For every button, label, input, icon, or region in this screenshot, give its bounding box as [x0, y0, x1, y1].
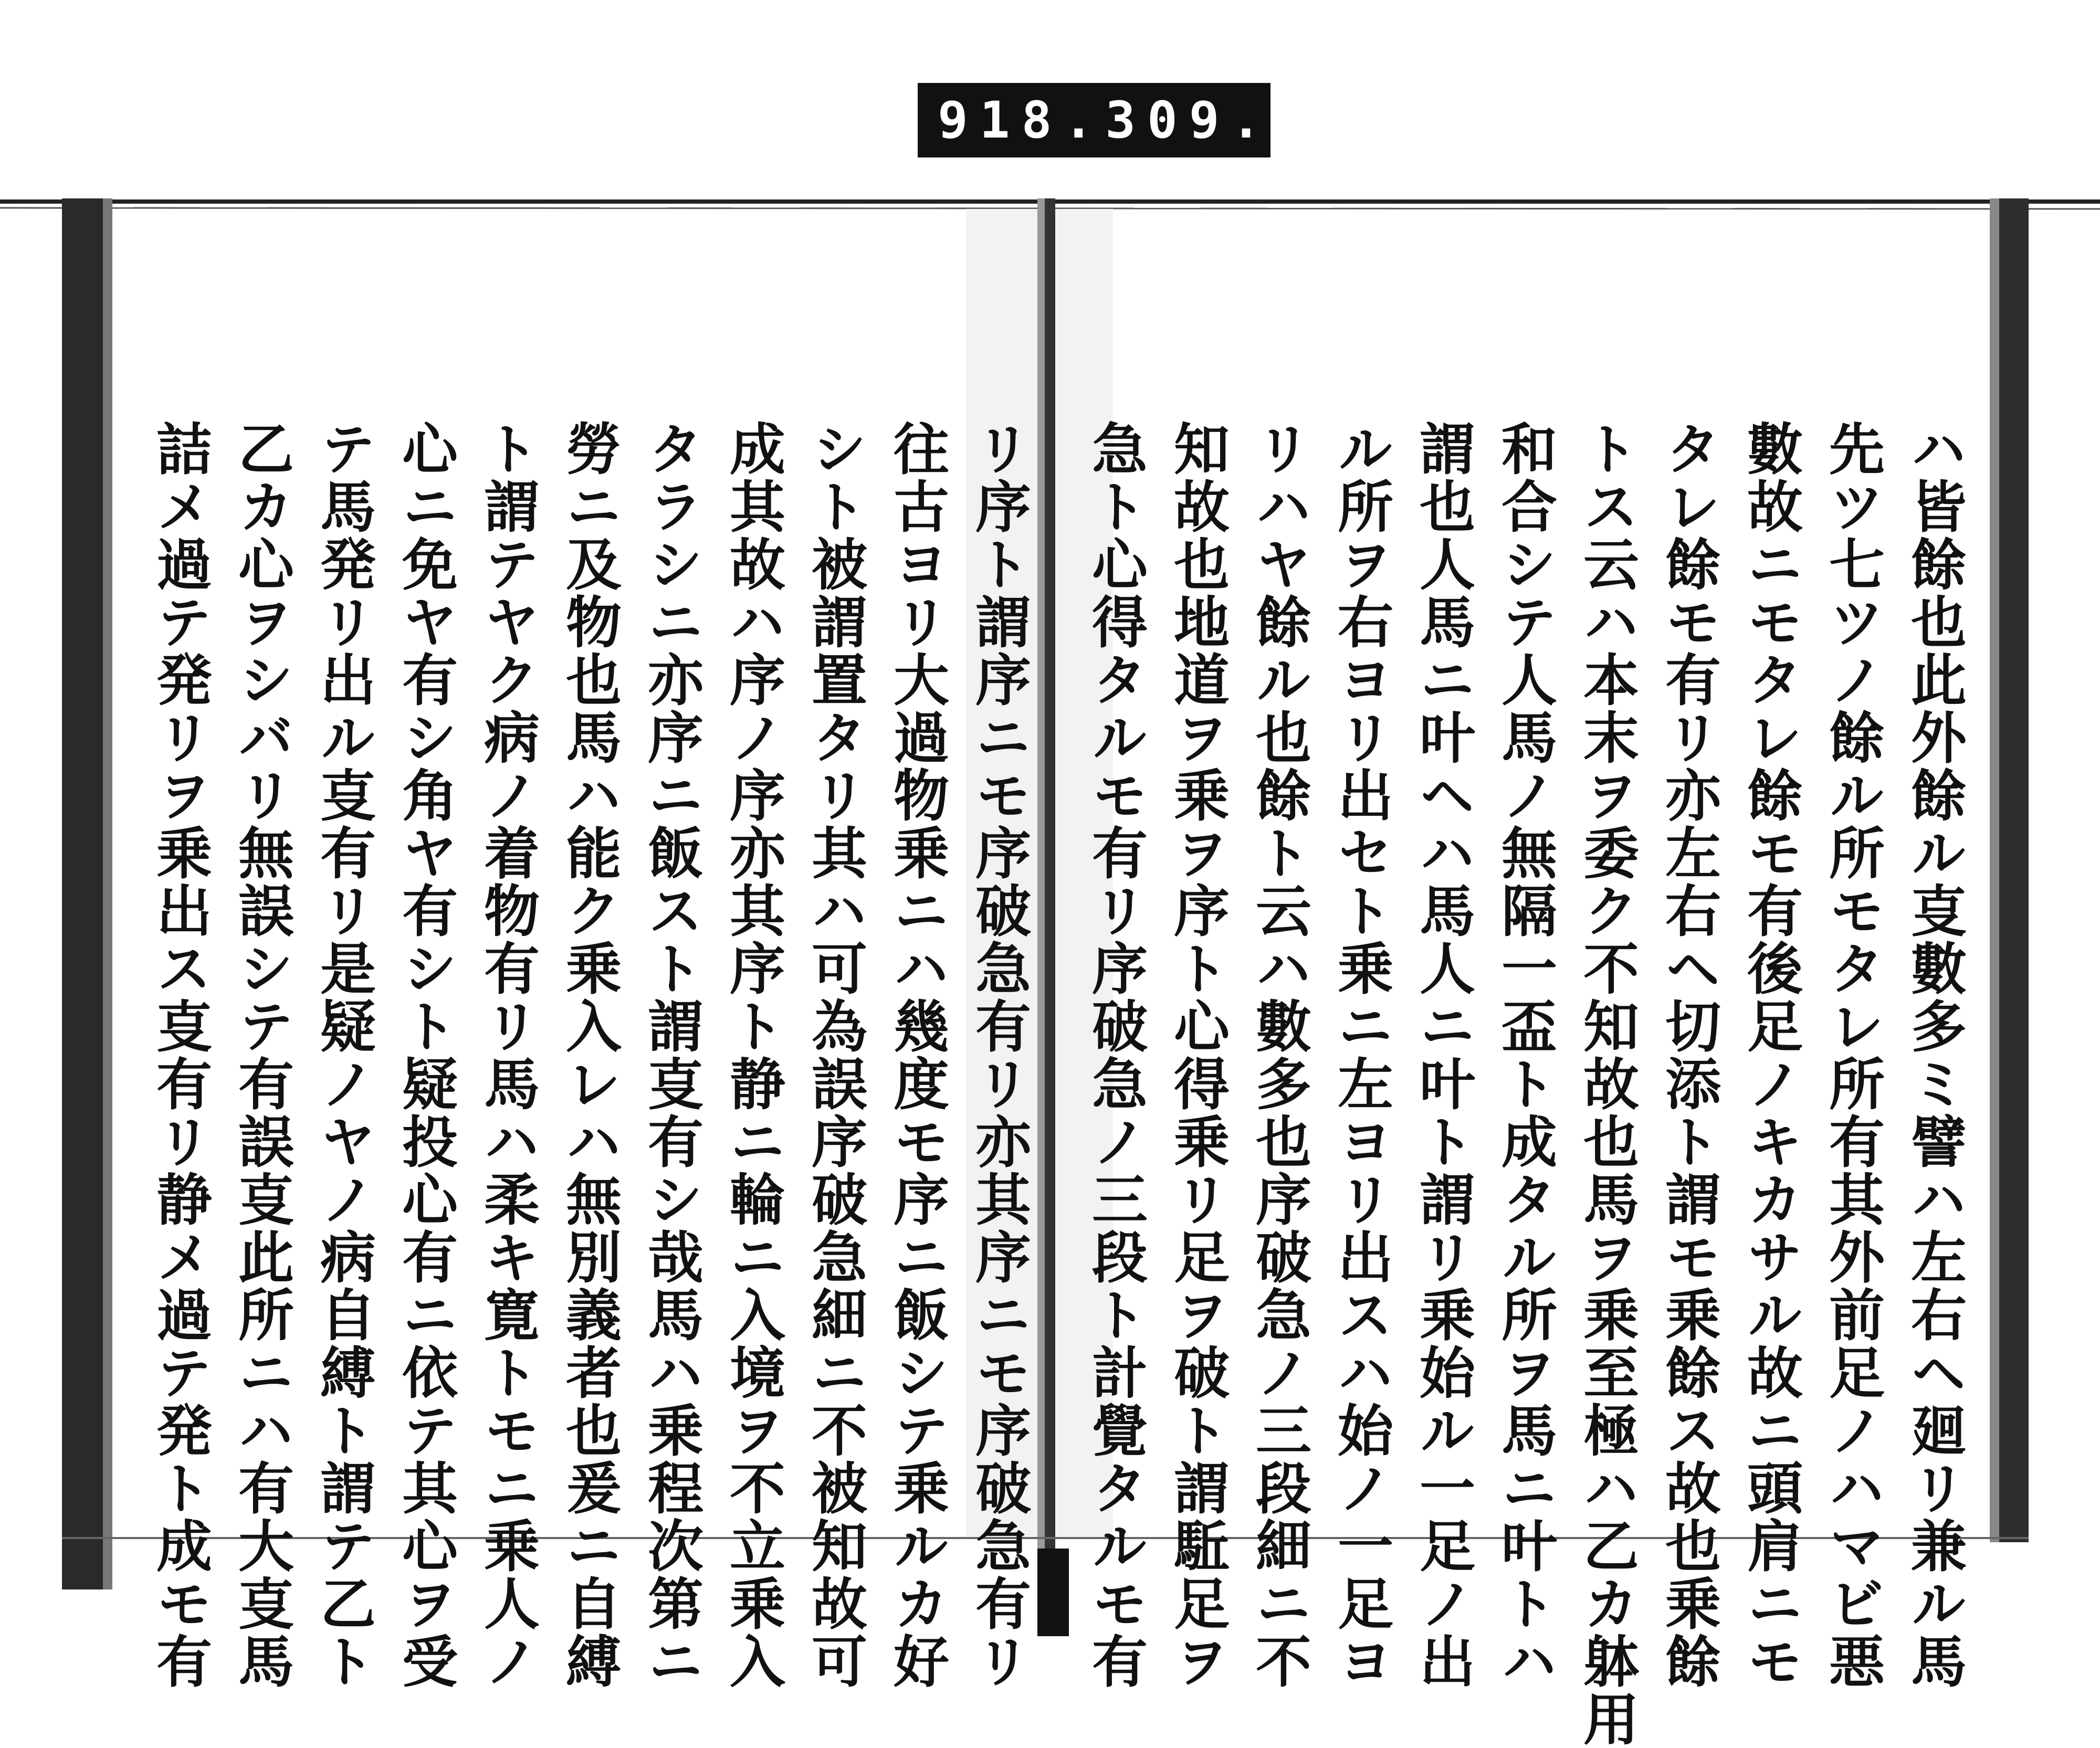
text-column: タラシニ亦序ニ飯スト謂㕝有シ哉馬ハ乗程次第ニ: [639, 420, 705, 1690]
text-column: リ序ト謂序ニモ序破急有リ亦其序ニモ序破急有リ: [967, 420, 1032, 1690]
text-column: タレ餘モ有リ亦左右ヘ切添ト謂モ乗餘ス故也乗餘: [1656, 420, 1722, 1690]
text-column: 數故ニモタレ餘モ有後足ノキカサル故ニ頭肩ニモ: [1738, 420, 1804, 1690]
text-column: トス云ハ本末ヲ委ク不知故也馬ヲ乗至極ハ乙カ躰用: [1574, 420, 1640, 1748]
text-column: ハ皆餘也此外餘ル㕝數多ミ譬ハ左右ヘ廻リ兼ル馬: [1902, 420, 1968, 1690]
text-column: リハヤ餘ル也餘ト云ハ數多也序破急ノ三段細ニ不: [1247, 420, 1312, 1690]
right-page: [1054, 199, 1999, 1748]
text-column: 乙カ心ヲシバリ無誤シテ有誤㕝此所ニハ有大㕝馬: [229, 420, 295, 1690]
text-column: 勞ニ及物也馬ハ能ク乗入レハ無別義者也爰ニ自縛: [557, 420, 623, 1690]
text-column: 先ツ七ツノ餘ル所モタレ所有其外前足ノハマビ悪: [1820, 420, 1886, 1690]
text-column: 往古ヨリ大過物乗ニハ幾度モ序ニ飯シテ乗ルカ好: [885, 420, 950, 1690]
text-column: 和合シテ人馬ノ無隔一盃ト成タル所ヲ馬ニ叶トハ: [1493, 420, 1558, 1690]
text-column: 知故也地道ヲ乗ヲ序ト心得乗リ足ヲ破ト謂駈足ヲ: [1165, 420, 1231, 1690]
text-column: 謂也人馬ニ叶ヘハ馬人ニ叶ト謂リ乗始ル一足ノ出: [1411, 420, 1476, 1690]
text-column: 成其故ハ序ノ序亦其序ト静ニ輪ニ入境ヲ不立乗入: [721, 420, 786, 1690]
text-column: ル所ヲ右ヨリ出セト乗ニ左ヨリ出スハ始ノ一足ヨ: [1329, 420, 1394, 1690]
archive-frame-label: [918, 83, 1273, 157]
text-column: 急ト心得タルモ有リ序破急ノ三段ト計覺タルモ有: [1083, 420, 1149, 1690]
text-column: ト謂テヤク病ノ着物有リ馬ハ柔キ寛トモニ乗人ノ: [475, 420, 541, 1690]
left-page: [103, 199, 1048, 1690]
text-column: シト被謂置タリ其ハ可為誤序破急細ニ不被知故可: [803, 420, 868, 1690]
text-column: テ馬発リ出ル㕝有リ是疑ノヤノ病自縛ト謂テ乙ト: [311, 420, 377, 1690]
label-left-number: 918.: [938, 91, 1106, 150]
text-column: 詰メ過テ発リヲ乗出ス㕝有リ静メ過テ発ト成モ有: [148, 420, 213, 1690]
label-right-number: 309.: [1105, 91, 1273, 150]
text-column: 心ニ免ヤ有シ角ヤ有シト疑投心有ニ依テ其心ヲ受: [393, 420, 459, 1690]
